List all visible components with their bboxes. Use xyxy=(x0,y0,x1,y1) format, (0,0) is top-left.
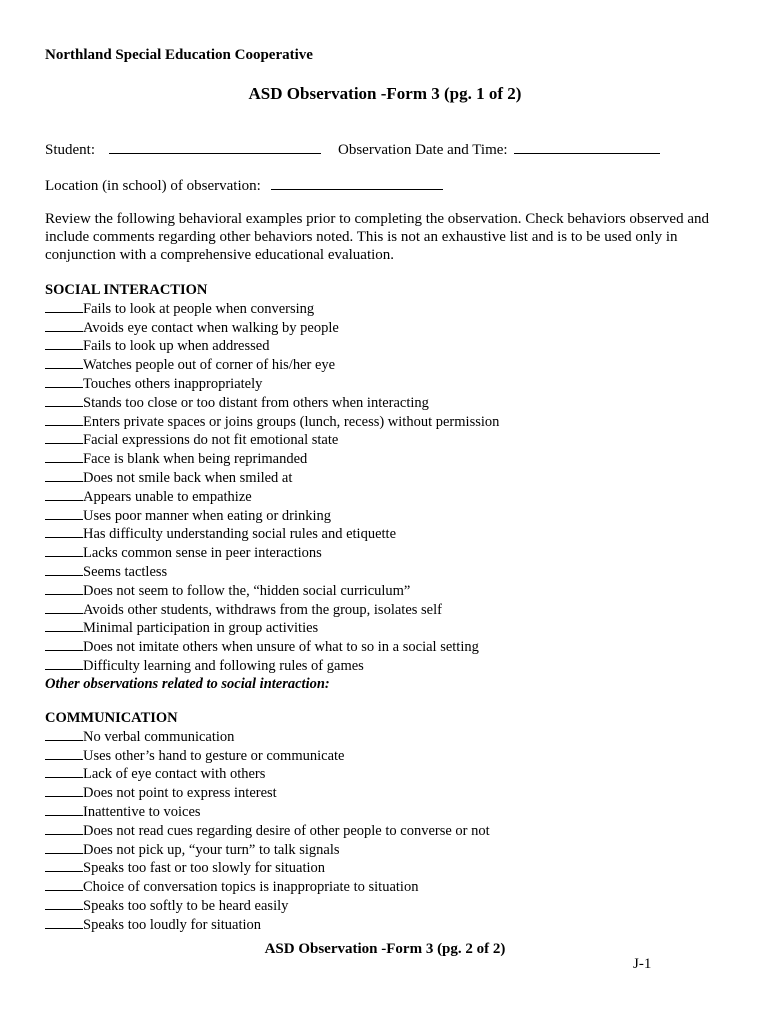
checklist-item-label: Stands too close or too distant from others when interacting xyxy=(83,394,429,411)
checklist-item-label: Fails to look at people when conversing xyxy=(83,300,315,317)
social-interaction-list xyxy=(45,300,499,676)
checklist-item xyxy=(45,394,499,413)
checklist-item-label: Appears unable to empathize xyxy=(83,488,252,505)
checklist-item-label: Uses poor manner when eating or drinking xyxy=(83,507,332,524)
check-blank[interactable] xyxy=(45,638,83,651)
social-interaction-section xyxy=(45,282,499,694)
page-code: J-1 xyxy=(633,956,652,972)
checklist-item xyxy=(45,841,490,860)
checklist-item-label: Does not pick up, “your turn” to talk signals xyxy=(83,841,340,858)
check-blank[interactable] xyxy=(45,356,83,369)
checklist-item xyxy=(45,300,499,319)
checklist-item-label: Difficulty learning and following rules of games xyxy=(83,657,364,674)
checklist-item xyxy=(45,638,499,657)
checklist-item-label: Does not read cues regarding desire of other people to converse or not xyxy=(83,822,490,839)
communication-list xyxy=(45,728,490,935)
check-blank[interactable] xyxy=(45,916,83,929)
checklist-item-label: Watches people out of corner of his/her eye xyxy=(83,357,336,374)
checklist-item xyxy=(45,507,499,526)
check-blank[interactable] xyxy=(45,784,83,797)
checklist-item-label: Lacks common sense in peer interactions xyxy=(83,545,322,562)
form-title: ASD Observation -Form 3 (pg. 1 of 2) xyxy=(248,84,522,103)
check-blank[interactable] xyxy=(45,563,83,576)
social-other-observations-label: Other observations related to social interaction: xyxy=(45,675,330,692)
checklist-item-label: Has difficulty understanding social rules and etiquette xyxy=(83,526,397,543)
check-blank[interactable] xyxy=(45,728,83,741)
check-blank[interactable] xyxy=(45,450,83,463)
checklist-item xyxy=(45,728,490,747)
observation-date-input-line[interactable] xyxy=(514,140,660,154)
checklist-item xyxy=(45,544,499,563)
checklist-item xyxy=(45,916,490,935)
checklist-item-label: Does not imitate others when unsure of what to so in a social setting xyxy=(83,639,479,656)
check-blank[interactable] xyxy=(45,507,83,520)
check-blank[interactable] xyxy=(45,859,83,872)
check-blank[interactable] xyxy=(45,765,83,778)
check-blank[interactable] xyxy=(45,525,83,538)
checklist-item-label: Avoids eye contact when walking by people xyxy=(83,319,339,336)
check-blank[interactable] xyxy=(45,375,83,388)
checklist-item xyxy=(45,375,499,394)
checklist-item xyxy=(45,765,490,784)
social-interaction-heading: SOCIAL INTERACTION xyxy=(45,282,208,298)
checklist-item xyxy=(45,747,490,766)
check-blank[interactable] xyxy=(45,657,83,670)
checklist-item xyxy=(45,582,499,601)
check-blank[interactable] xyxy=(45,337,83,350)
checklist-item-label: Speaks too loudly for situation xyxy=(83,916,262,933)
location-label: Location (in school) of observation: xyxy=(45,178,261,194)
organization-name: Northland Special Education Cooperative xyxy=(45,47,313,63)
checklist-item-label: Fails to look up when addressed xyxy=(83,338,270,355)
checklist-item xyxy=(45,822,490,841)
checklist-item xyxy=(45,859,490,878)
checklist-item-label: Minimal participation in group activities xyxy=(83,620,319,637)
checklist-item xyxy=(45,784,490,803)
checklist-item xyxy=(45,337,499,356)
checklist-item-label: Lack of eye contact with others xyxy=(83,766,266,783)
check-blank[interactable] xyxy=(45,300,83,313)
checklist-item xyxy=(45,878,490,897)
student-field xyxy=(45,140,321,159)
check-blank[interactable] xyxy=(45,488,83,501)
footer-title: ASD Observation -Form 3 (pg. 2 of 2) xyxy=(264,941,506,957)
observation-date-field xyxy=(338,140,660,159)
checklist-item xyxy=(45,469,499,488)
checklist-item xyxy=(45,563,499,582)
checklist-item-label: Speaks too fast or too slowly for situation xyxy=(83,860,326,877)
check-blank[interactable] xyxy=(45,431,83,444)
checklist-item xyxy=(45,450,499,469)
check-blank[interactable] xyxy=(45,747,83,760)
checklist-item xyxy=(45,413,499,432)
check-blank[interactable] xyxy=(45,413,83,426)
student-label: Student: xyxy=(45,142,96,158)
check-blank[interactable] xyxy=(45,822,83,835)
checklist-item xyxy=(45,525,499,544)
check-blank[interactable] xyxy=(45,619,83,632)
checklist-item-label: Inattentive to voices xyxy=(83,803,201,820)
instructions-paragraph: Review the following behavioral examples prior to completing the observation. Check behaviors observed and include comments regarding other behaviors noted. This is not an exhaustive list and is to be used only in conjunction with a comprehensive educational evaluation. xyxy=(45,211,709,263)
checklist-item xyxy=(45,803,490,822)
communication-heading: COMMUNICATION xyxy=(45,710,178,726)
checklist-item-label: Facial expressions do not fit emotional state xyxy=(83,432,339,449)
communication-section xyxy=(45,710,490,935)
check-blank[interactable] xyxy=(45,803,83,816)
checklist-item-label: No verbal communication xyxy=(83,728,235,745)
check-blank[interactable] xyxy=(45,319,83,332)
check-blank[interactable] xyxy=(45,897,83,910)
checklist-item-label: Does not point to express interest xyxy=(83,785,277,802)
checklist-item xyxy=(45,431,499,450)
checklist-item-label: Face is blank when being reprimanded xyxy=(83,451,308,468)
checklist-item-label: Speaks too softly to be heard easily xyxy=(83,897,289,914)
checklist-item-label: Seems tactless xyxy=(83,563,168,580)
student-input-line[interactable] xyxy=(109,140,321,154)
checklist-item-label: Does not seem to follow the, “hidden social curriculum” xyxy=(83,582,411,599)
checklist-item-label: Does not smile back when smiled at xyxy=(83,469,293,486)
check-blank[interactable] xyxy=(45,878,83,891)
check-blank[interactable] xyxy=(45,469,83,482)
check-blank[interactable] xyxy=(45,582,83,595)
location-field xyxy=(45,176,443,195)
check-blank[interactable] xyxy=(45,601,83,614)
checklist-item xyxy=(45,897,490,916)
checklist-item-label: Uses other’s hand to gesture or communicate xyxy=(83,747,345,764)
observation-date-label: Observation Date and Time: xyxy=(338,142,508,158)
checklist-item-label: Choice of conversation topics is inappropriate to situation xyxy=(83,879,419,896)
checklist-item xyxy=(45,657,499,676)
checklist-item-label: Enters private spaces or joins groups (lunch, recess) without permission xyxy=(83,413,500,430)
location-input-line[interactable] xyxy=(271,176,443,190)
check-blank[interactable] xyxy=(45,544,83,557)
checklist-item xyxy=(45,356,499,375)
checklist-item-label: Avoids other students, withdraws from the group, isolates self xyxy=(83,601,442,618)
check-blank[interactable] xyxy=(45,841,83,854)
checklist-item xyxy=(45,601,499,620)
checklist-item xyxy=(45,619,499,638)
checklist-item-label: Touches others inappropriately xyxy=(83,375,263,392)
checklist-item xyxy=(45,319,499,338)
checklist-item xyxy=(45,488,499,507)
check-blank[interactable] xyxy=(45,394,83,407)
